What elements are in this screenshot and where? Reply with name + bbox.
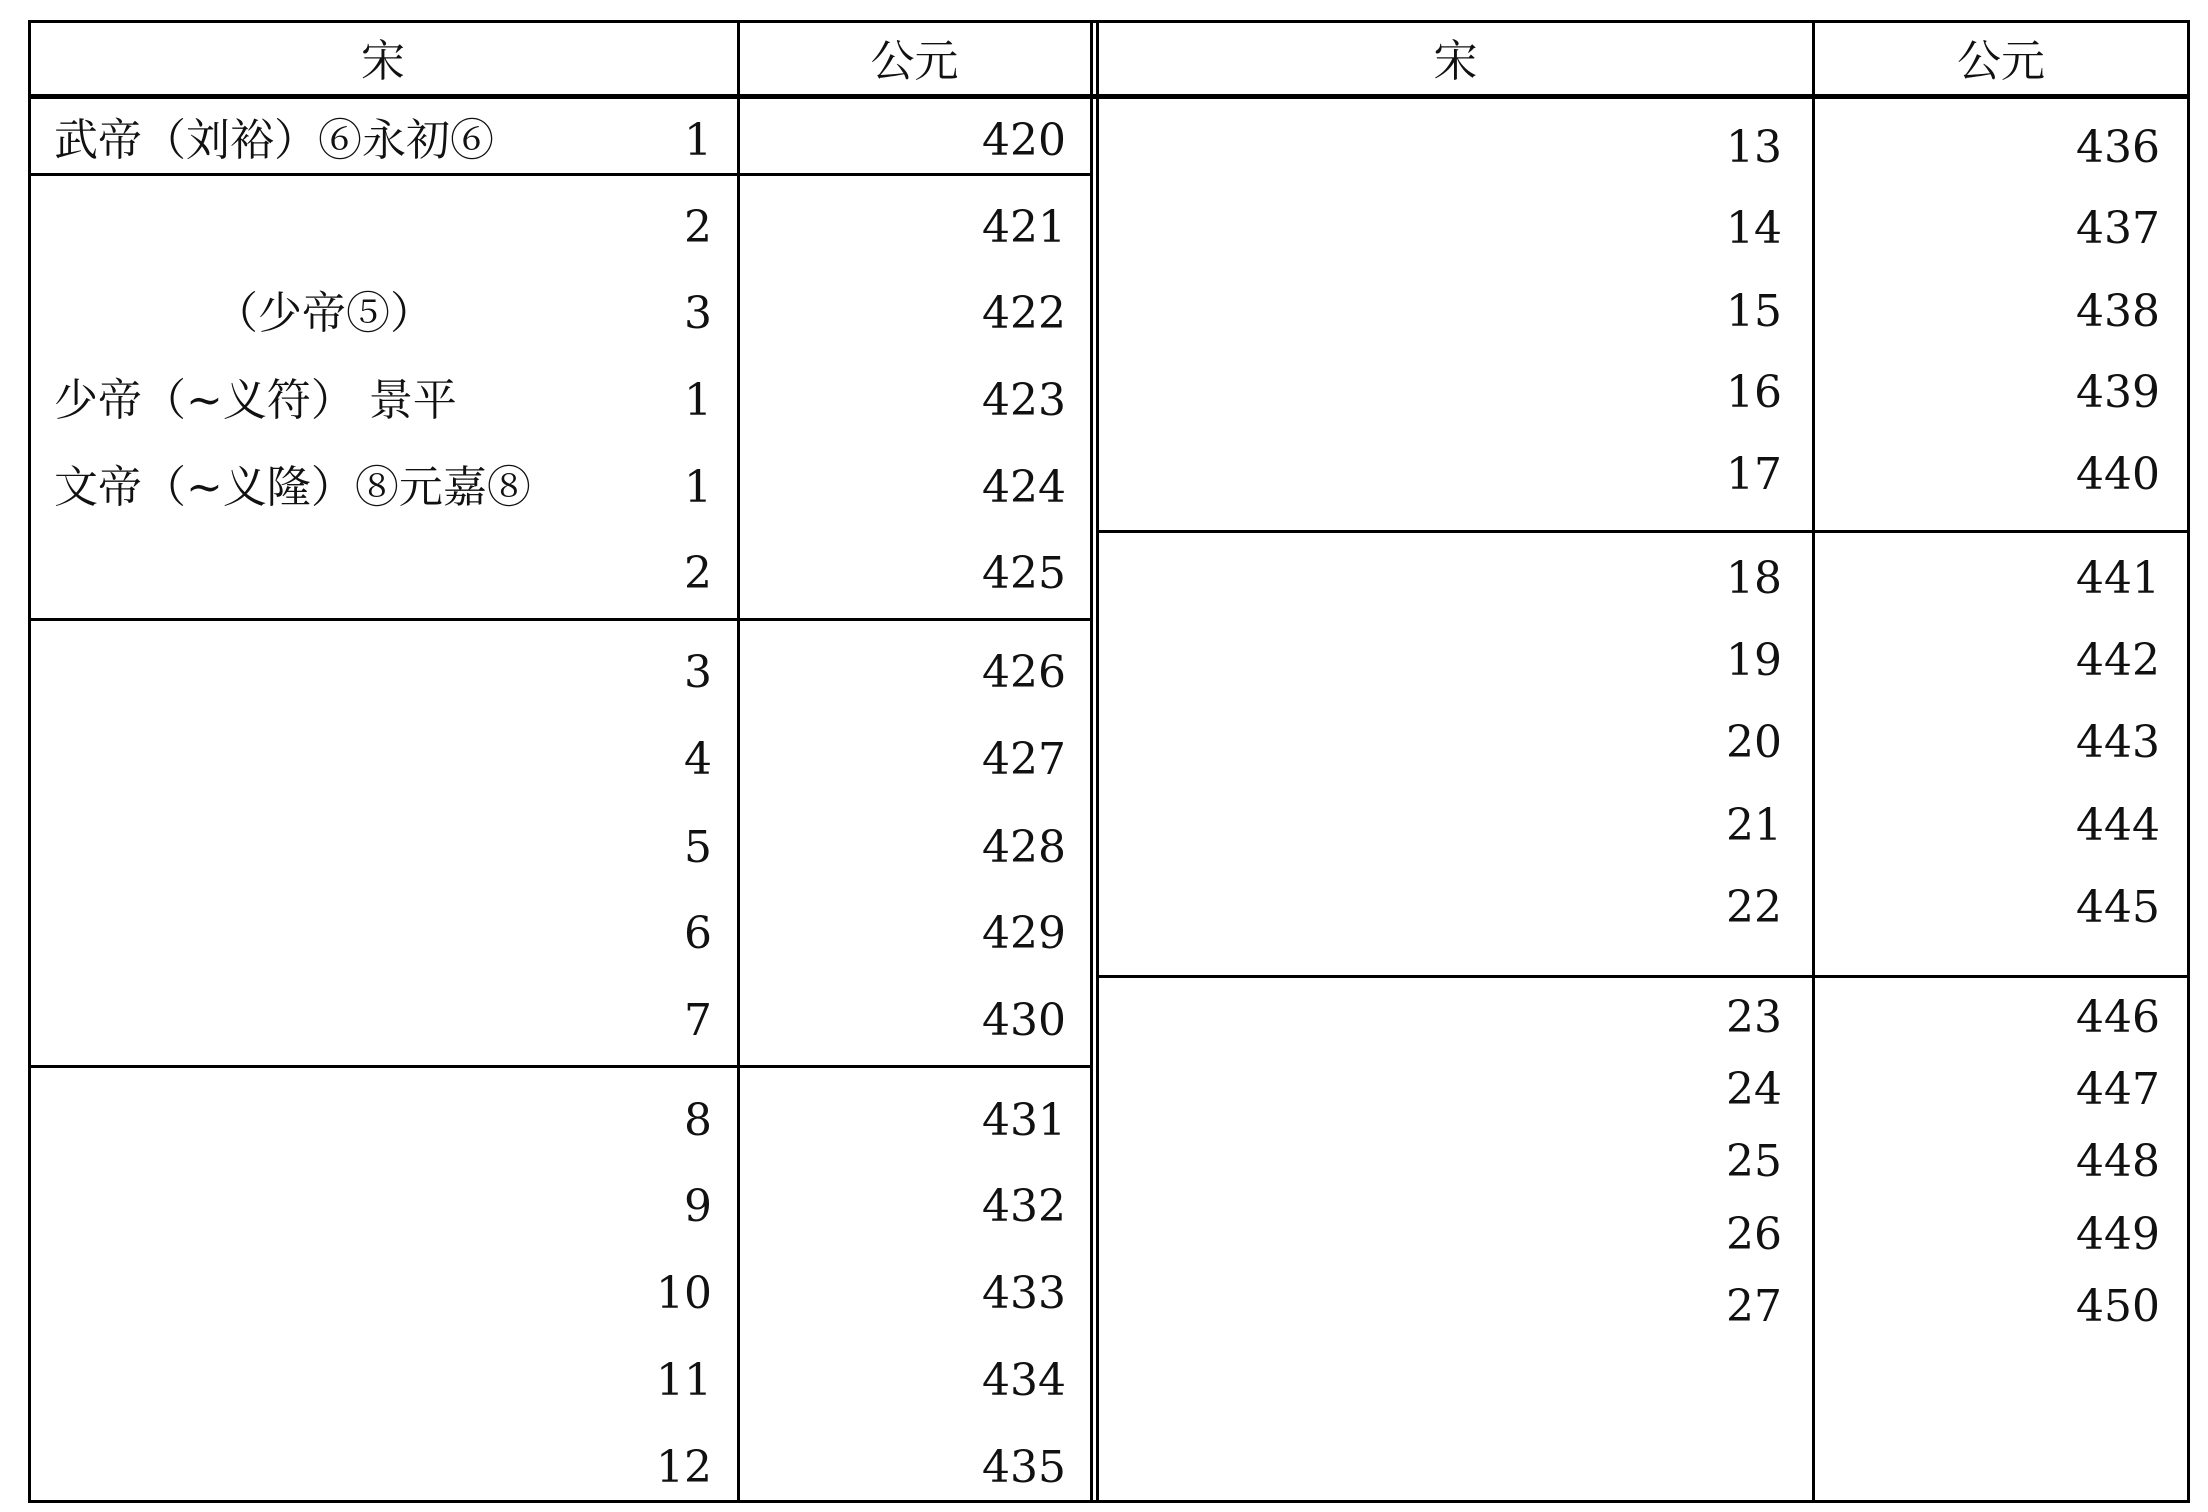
- ad-year: 441: [2076, 553, 2160, 604]
- regnal-year: 4: [684, 734, 712, 785]
- right-song-header: 宋: [1433, 36, 1478, 87]
- regnal-year: 12: [656, 1442, 712, 1493]
- regnal-year: 6: [684, 908, 712, 959]
- ad-year: 435: [982, 1442, 1066, 1493]
- right-inner-column-rule: [1812, 20, 1815, 1503]
- ad-year: 430: [982, 995, 1066, 1046]
- regnal-year: 27: [1726, 1281, 1782, 1332]
- ad-year: 444: [2076, 800, 2160, 851]
- ad-year: 440: [2076, 449, 2160, 500]
- ad-year: 436: [2076, 122, 2160, 173]
- ad-year: 438: [2076, 286, 2160, 337]
- reign-title: 武帝（刘裕）⑥永初⑥: [54, 115, 494, 166]
- regnal-year: 7: [684, 995, 712, 1046]
- right-ad-header: 公元: [1957, 36, 2045, 87]
- regnal-year: 19: [1726, 635, 1782, 686]
- regnal-year: 22: [1726, 882, 1782, 933]
- reign-title: 文帝（~义隆）⑧元嘉⑧: [54, 462, 531, 513]
- ad-year: 431: [982, 1095, 1066, 1146]
- ad-year: 450: [2076, 1281, 2160, 1332]
- regnal-year: 1: [684, 115, 712, 166]
- ad-year: 426: [982, 647, 1066, 698]
- ad-year: 422: [982, 288, 1066, 339]
- regnal-year: 14: [1726, 203, 1782, 254]
- regnal-year: 21: [1726, 800, 1782, 851]
- ad-year: 428: [982, 822, 1066, 873]
- regnal-year: 3: [684, 288, 712, 339]
- ad-year: 434: [982, 1355, 1066, 1406]
- table-border-right: [2187, 20, 2190, 1503]
- ad-year: 427: [982, 734, 1066, 785]
- table-border-bottom: [28, 1500, 2190, 1503]
- regnal-year: 25: [1726, 1136, 1782, 1187]
- regnal-year: 10: [656, 1268, 712, 1319]
- center-divider-a: [1090, 20, 1093, 1503]
- regnal-year: 5: [684, 822, 712, 873]
- regnal-year: 26: [1726, 1209, 1782, 1260]
- left-ad-header: 公元: [870, 36, 959, 87]
- regnal-year: 1: [684, 462, 712, 513]
- ad-year: 448: [2076, 1136, 2160, 1187]
- reign-title: （少帝⑤）: [214, 288, 434, 339]
- regnal-year: 8: [684, 1095, 712, 1146]
- ad-year: 445: [2076, 882, 2160, 933]
- right-group-rule-1: [1096, 530, 2190, 533]
- ad-year: 424: [982, 462, 1066, 513]
- left-inner-column-rule: [737, 20, 740, 1503]
- regnal-year: 2: [684, 202, 712, 253]
- regnal-year: 16: [1726, 367, 1782, 418]
- table-border-left: [28, 20, 31, 1503]
- ad-year: 420: [982, 115, 1066, 166]
- right-group-rule-2: [1096, 975, 2190, 978]
- ad-year: 437: [2076, 203, 2160, 254]
- ad-year: 449: [2076, 1209, 2160, 1260]
- regnal-year: 20: [1726, 717, 1782, 768]
- regnal-year: 24: [1726, 1064, 1782, 1115]
- ad-year: 425: [982, 548, 1066, 599]
- ad-year: 433: [982, 1268, 1066, 1319]
- left-group-rule-2: [28, 618, 1093, 621]
- regnal-year: 3: [684, 647, 712, 698]
- ad-year: 447: [2076, 1064, 2160, 1115]
- table-border-top: [28, 20, 2190, 23]
- left-group-rule-3: [28, 1065, 1093, 1068]
- ad-year: 442: [2076, 635, 2160, 686]
- ad-year: 423: [982, 375, 1066, 426]
- regnal-year: 13: [1726, 122, 1782, 173]
- regnal-year: 15: [1726, 286, 1782, 337]
- ad-year: 446: [2076, 992, 2160, 1043]
- regnal-year: 17: [1726, 449, 1782, 500]
- regnal-year: 23: [1726, 992, 1782, 1043]
- ad-year: 429: [982, 908, 1066, 959]
- regnal-year: 2: [684, 548, 712, 599]
- reign-title: 少帝（~义符） 景平: [54, 375, 457, 426]
- ad-year: 421: [982, 202, 1066, 253]
- regnal-year: 18: [1726, 553, 1782, 604]
- ad-year: 439: [2076, 367, 2160, 418]
- center-divider-b: [1096, 20, 1099, 1503]
- regnal-year: 1: [684, 375, 712, 426]
- regnal-year: 11: [656, 1355, 712, 1406]
- regnal-year: 9: [684, 1181, 712, 1232]
- header-rule: [28, 94, 2190, 99]
- left-song-header: 宋: [361, 36, 405, 87]
- ad-year: 443: [2076, 717, 2160, 768]
- left-group-rule-1: [28, 173, 1093, 176]
- ad-year: 432: [982, 1181, 1066, 1232]
